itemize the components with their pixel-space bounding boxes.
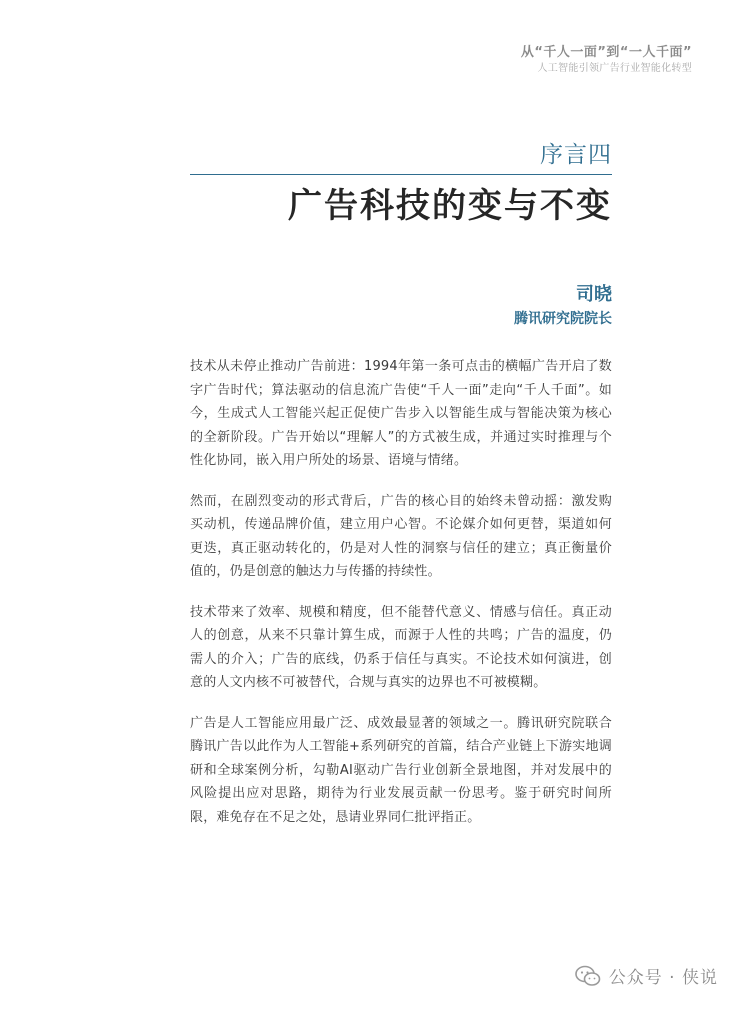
watermark-text: 公众号 · 侠说 — [608, 968, 718, 988]
paragraph-4: 广告是人工智能应用最广泛、成效最显著的领域之一。腾讯研究院联合腾讯广告以此作为人工智能+系列研究的首篇，结合产业链上下游实地调研和全球案例分析，勾勒AI驱动广告行业创新全景地图，并对发展中的风险提出应对思路，期待为行业发展贡献一份思考。鉴于研究时间所限，难免存在不足之处，恳请业界同仁批评指正。 — [190, 715, 612, 825]
running-header-title: 从“千人一面”到“一人千面” — [520, 45, 692, 60]
paragraph-2: 然而，在剧烈变动的形式背后，广告的核心目的始终未曾动摇：激发购买动机，传递品牌价值，建立用户心智。不论媒介如何更替，渠道如何更迭，真正驱动转化的，仍是对人性的洞察与信任的建立；真正衡量价值的，仍是创意的触达力与传播的持续性。 — [190, 493, 612, 579]
author-name: 司晓 — [576, 284, 612, 305]
title-divider — [190, 174, 612, 175]
wechat-icon — [575, 965, 601, 987]
running-header-subtitle: 人工智能引领广告行业智能化转型 — [537, 63, 692, 74]
author-role: 腾讯研究院院长 — [514, 311, 612, 327]
paragraph-1: 技术从未停止推动广告前进：1994年第一条可点击的横幅广告开启了数字广告时代；算法驱动的信息流广告使“千人一面”走向“千人千面”。如今，生成式人工智能兴起正促使广告步入以智能生成与智能决策为核心的全新阶段。广告开始以“理解人”的方式被生成，并通过实时推理与个性化协同，嵌入用户所处的场景、语境与情绪。 — [190, 359, 612, 468]
paragraph-3: 技术带来了效率、规模和精度，但不能替代意义、情感与信任。真正动人的创意，从来不只靠计算生成，而源于人性的共鸣；广告的温度，仍需人的介入；广告的底线，仍系于信任与真实。不论技术如何演进，创意的人文内核不可被替代，合规与真实的边界也不可被模糊。 — [190, 604, 612, 690]
body-text — [190, 355, 612, 846]
watermark — [575, 963, 718, 988]
section-label: 序言四 — [540, 142, 612, 168]
author-block — [514, 282, 612, 330]
page-title: 广告科技的变与不变 — [288, 186, 612, 226]
running-header — [521, 44, 692, 76]
